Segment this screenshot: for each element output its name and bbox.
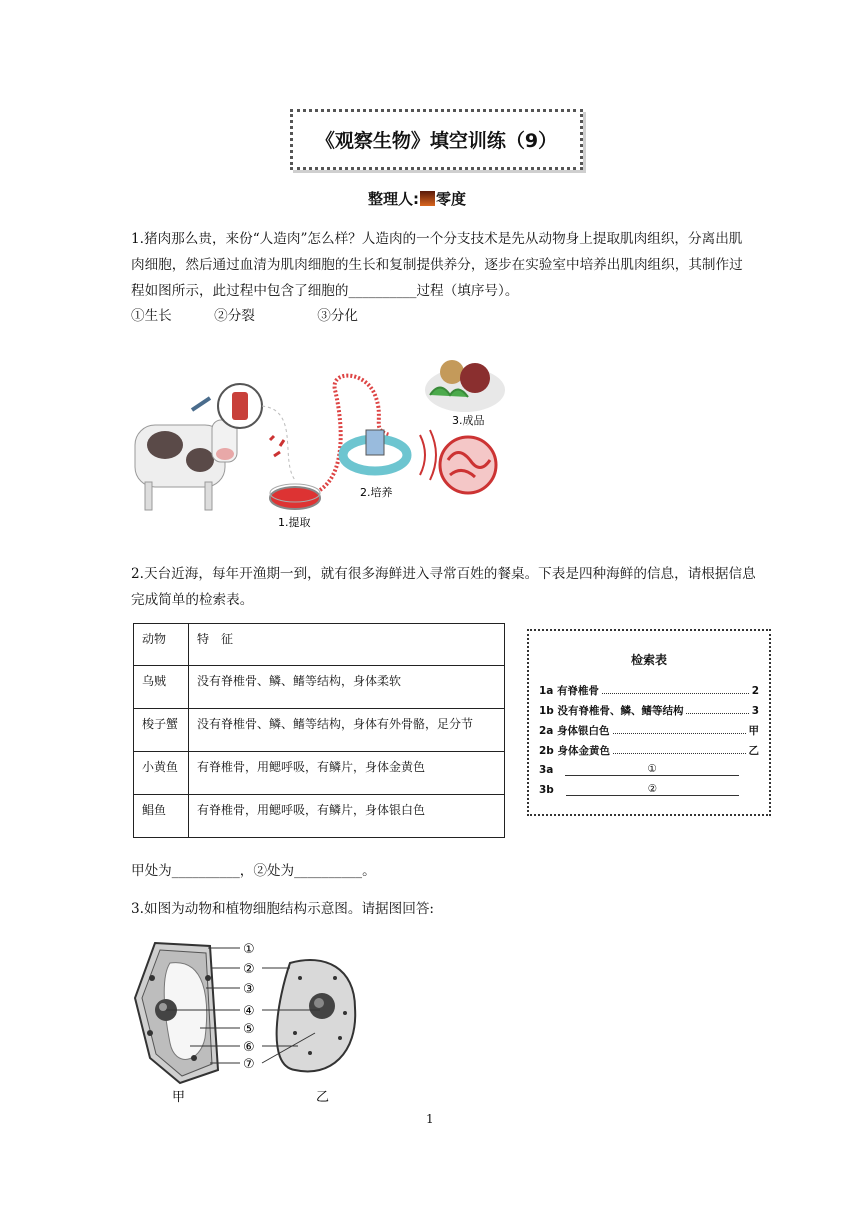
key-line-1a: 1a 有脊椎骨 2 [539,684,759,697]
question-3-text: 3.如图为动物和植物细胞结构示意图。请据图回答: [131,901,435,917]
cow-illustration [135,420,237,510]
sunset-icon [420,191,435,206]
question-1-options [131,304,396,324]
key-line-3b: 3b ② [539,783,739,796]
figure-label-step2: 2.培养 [360,486,393,499]
cell-label-3: ③ [243,982,255,997]
table-row: 小黄鱼 有脊椎骨，用鳃呼吸，有鳞片，身体金黄色 [134,752,505,795]
question-2-text: 2.天台近海，每年开渔期一到，就有很多海鲜进入寻常百姓的餐桌。下表是四种海鲜的信息，请根据信息完成简单的检索表。 [131,566,756,608]
table-row: 乌贼 没有脊椎骨、鳞、鳍等结构，身体柔软 [134,666,505,709]
cell-label-6: ⑥ [243,1040,255,1055]
figure-label-step1: 1.提取 [278,516,311,529]
cell-label-4: ④ [243,1004,255,1019]
option-1: ①生长 [131,308,172,324]
page-title: 《观察生物》填空训练（9） [290,109,583,170]
figure-label-step3: 3.成品 [452,414,485,427]
key-line-1b: 1b 没有脊椎骨、鳞、鳍等结构 3 [539,704,759,717]
compiler-line [368,188,466,209]
cell-label-7: ⑦ [243,1057,255,1072]
table-row: 梭子蟹 没有脊椎骨、鳞、鳍等结构，身体有外骨骼，足分节 [134,709,505,752]
compiler-name: 零度 [436,190,467,208]
cell-label-1: ① [243,942,255,957]
table-header-feature: 特 征 [189,624,505,666]
cell-diagram [130,938,365,1108]
page-number: 1 [426,1112,434,1126]
seafood-table [133,623,505,838]
option-3: ③分化 [317,308,358,324]
cell-label-2: ② [243,962,255,977]
key-title: 检索表 [630,653,667,667]
dichotomous-key [527,629,771,816]
question-1-text: 1.猪肉那么贵，来份“人造肉”怎么样？人造肉的一个分支技术是先从动物身上提取肌肉组织，分离出肌肉细胞，然后通过血清为肌肉细胞的生长和复制提供养分，逐步在实验室中培养出肌肉组织，其制作过程如图所示，此过程中包含了细胞的__________过程（填序号）。 [131,231,743,299]
cell-a-label: 甲 [172,1090,186,1105]
meat-process-figure [130,350,510,535]
option-2: ②分裂 [214,308,255,324]
compiler-label: 整理人: [368,190,419,208]
question-2-answer-line: 甲处为__________，②处为__________。 [131,863,376,879]
key-line-2b: 2b 身体金黄色 乙 [539,744,759,757]
key-line-3a: 3a ① [539,763,739,776]
table-header-animal: 动物 [134,624,189,666]
key-line-2a: 2a 身体银白色 甲 [539,724,759,737]
cell-label-5: ⑤ [243,1022,255,1037]
table-row: 鲳鱼 有脊椎骨，用鳃呼吸，有鳞片，身体银白色 [134,795,505,838]
cell-b-label: 乙 [316,1090,330,1105]
